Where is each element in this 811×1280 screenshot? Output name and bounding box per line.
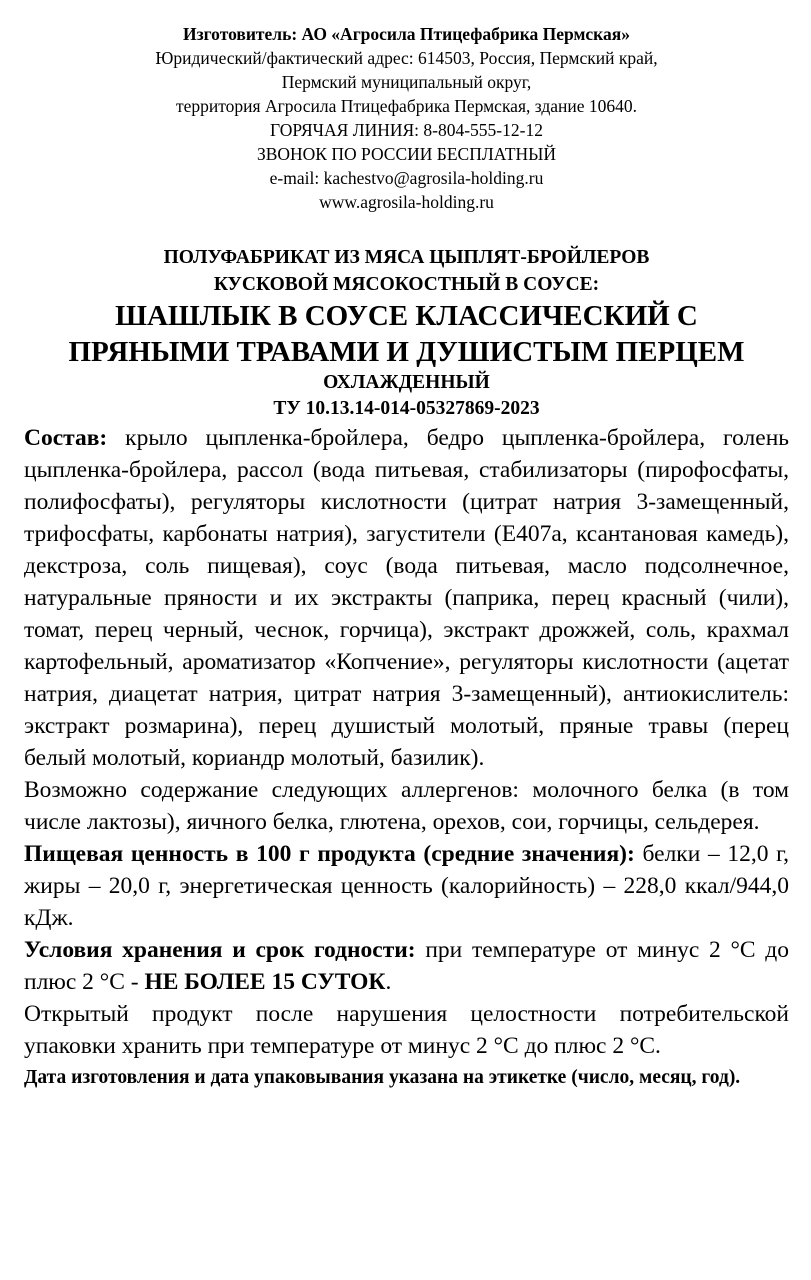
address-line-3: территория Агросила Птицефабрика Пермская, здание 10640. xyxy=(175,96,638,116)
address-line-2: Пермский муниципальный округ, xyxy=(281,72,532,92)
opened-text: Открытый продукт после нарушения целостности потребительской упаковки хранить при температуре от минус 2 °С до плюс 2 °С. xyxy=(24,1001,789,1059)
product-category-line-2: КУСКОВОЙ МЯСОКОСТНЫЙ В СОУСЕ: xyxy=(213,274,600,295)
production-date-note: Дата изготовления и дата упаковывания указана на этикетке (число, месяц, год). xyxy=(24,1067,741,1088)
nutrition-label: Пищевая ценность в 100 г продукта (средние значения): xyxy=(24,841,635,867)
allergens-text: Возможно содержание следующих аллергенов: молочного белка (в том числе лактозы), яичного белка, глютена, орехов, сои, горчицы, сельдерея. xyxy=(24,777,789,835)
product-state: ОХЛАЖДЕННЫЙ xyxy=(323,372,490,393)
free-call-note: ЗВОНОК ПО РОССИИ БЕСПЛАТНЫЙ xyxy=(256,144,557,164)
manufacturer-name: Изготовитель: АО «Агросила Птицефабрика Пермская» xyxy=(183,24,630,44)
storage-end: . xyxy=(385,969,392,995)
product-title-block xyxy=(24,244,789,422)
storage-paragraph xyxy=(24,934,789,998)
address-line-1: Юридический/фактический адрес: 614503, Россия, Пермский край, xyxy=(155,48,658,68)
shelf-life: НЕ БОЛЕЕ 15 СУТОК xyxy=(144,969,386,995)
nutrition-paragraph xyxy=(24,838,789,934)
product-details xyxy=(24,422,789,1062)
composition-paragraph xyxy=(24,422,789,774)
allergens-paragraph xyxy=(24,774,789,838)
product-category-line-1: ПОЛУФАБРИКАТ ИЗ МЯСА ЦЫПЛЯТ-БРОЙЛЕРОВ xyxy=(163,247,650,268)
opened-paragraph xyxy=(24,998,789,1062)
nutrition-text: белки – 12,0 г, жиры – 20,0 г, энергетическая ценность (калорийность) – 228,0 ккал/944,0 кДж. xyxy=(24,841,789,931)
product-name-line-1: ШАШЛЫК В СОУСЕ КЛАССИЧЕСКИЙ С xyxy=(115,300,698,332)
storage-label: Условия хранения и срок годности: xyxy=(24,937,416,963)
email: e-mail: kachestvo@agrosila-holding.ru xyxy=(269,168,544,188)
composition-label: Состав: xyxy=(24,425,108,451)
storage-text: при температуре от минус 2 °С до плюс 2 °С - xyxy=(24,937,789,995)
product-name-line-2: ПРЯНЫМИ ТРАВАМИ И ДУШИСТЫМ ПЕРЦЕМ xyxy=(68,336,745,368)
composition-text: крыло цыпленка-бройлера, бедро цыпленка-бройлера, голень цыпленка-бройлера, рассол (вода питьевая, стабилизаторы (пирофосфаты, полифосфаты), регуляторы кислотности (цитрат натрия 3-замещенный, трифосфаты, карбонаты натрия), загустители (Е407а, ксантановая камедь), декстроза, соль пищевая), соус (вода питьевая, масло подсолнечное, натуральные пряности и их экстракты (паприка, перец красный (чили), томат, перец черный, чеснок, горчица), экстракт дрожжей, соль, крахмал картофельный, ароматизатор «Копчение», регуляторы кислотности (ацетат натрия, диацетат натрия, цитрат натрия 3-замещенный), антиокислитель: экстракт розмарина), перец душистый молотый, пряные травы (перец белый молотый, кориандр молотый, базилик). xyxy=(24,425,789,771)
manufacturer-block xyxy=(24,22,789,214)
website: www.agrosila-holding.ru xyxy=(319,192,494,212)
product-standard: ТУ 10.13.14-014-05327869-2023 xyxy=(273,398,540,419)
hotline: ГОРЯЧАЯ ЛИНИЯ: 8-804-555-12-12 xyxy=(270,120,543,140)
